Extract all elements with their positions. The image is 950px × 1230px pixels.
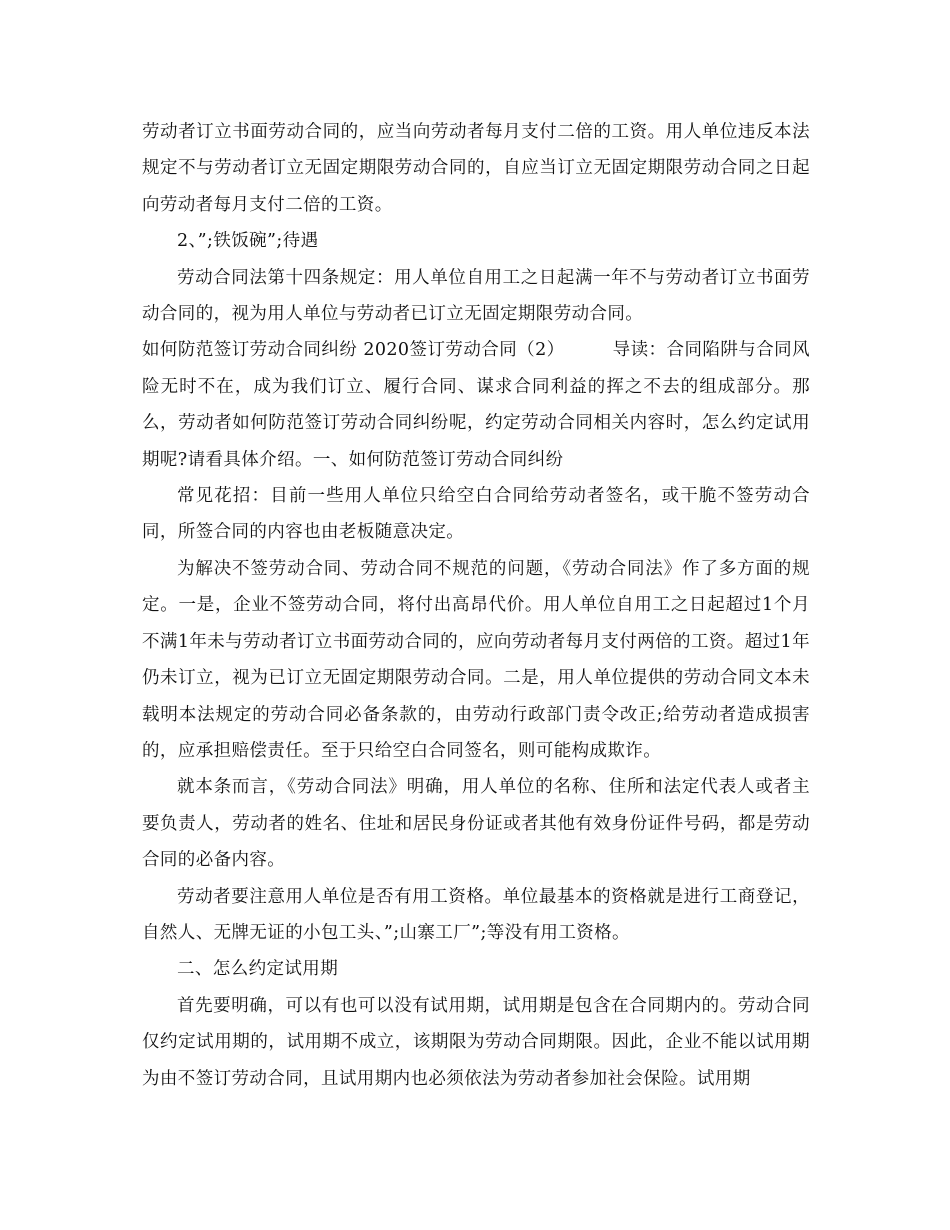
section-heading-probation: 二、怎么约定试用期 [177,959,339,980]
paragraph-6: 为解决不签劳动合同、劳动合同不规范的问题，《劳动合同法》作了多方面的规定。一是，企业不签劳动合同，将付出高昂代价。用人单位自用工之日起超过1个月不满1年未与劳动者订立书面劳动合同的，应向劳动者每月支付两倍的工资。超过1年仍未订立，视为已订立无固定期限劳动合同。二是，用人单位提供的劳动合同文本未载明本法规定的劳动合同必备条款的，由劳动行政部门责令改正;给劳动者造成损害的，应承担赔偿责任。至于只给空白合同签名，则可能构成欺诈。 [142,558,810,761]
paragraph-8: 劳动者要注意用人单位是否有用工资格。单位最基本的资格就是进行工商登记，自然人、无牌无证的小包工头、”;山寨工厂”;等没有用工资格。 [142,886,810,943]
paragraph-10: 首先要明确，可以有也可以没有试用期，试用期是包含在合同期内的。劳动合同仅约定试用期的，试用期不成立，该期限为劳动合同期限。因此，企业不能以试用期为由不签订劳动合同，且试用期内也必须依法为劳动者参加社会保险。试用期 [142,995,810,1089]
inline-article-title: 如何防范签订劳动合同纠纷 2020签订劳动合同（2） [142,340,565,361]
paragraph-1: 劳动者订立书面劳动合同的，应当向劳动者每月支付二倍的工资。用人单位违反本法规定不与劳动者订立无固定期限劳动合同的，自应当订立无固定期限劳动合同之日起向劳动者每月支付二倍的工资。 [142,122,810,215]
document-page [142,114,810,1097]
paragraph-2: 2、”;铁饭碗”;待遇 [177,231,319,252]
paragraph-4 [142,332,810,478]
paragraph-3: 劳动合同法第十四条规定：用人单位自用工之日起满一年不与劳动者订立书面劳动合同的，视为用人单位与劳动者已订立无固定期限劳动合同。 [142,267,810,325]
paragraph-7: 就本条而言，《劳动合同法》明确，用人单位的名称、住所和法定代表人或者主要负责人，劳动者的姓名、住址和居民身份证或者其他有效身份证件号码，都是劳动合同的必备内容。 [142,777,810,871]
paragraph-4-body: 导读：合同陷阱与合同风险无时不在，成为我们订立、履行合同、谋求合同利益的挥之不去的组成部分。那么，劳动者如何防范签订劳动合同纠纷呢，约定劳动合同相关内容时，怎么约定试用期呢?请看具体介绍。一、如何防范签订劳动合同纠纷 [142,340,810,470]
paragraph-5: 常见花招：目前一些用人单位只给空白合同给劳动者签名，或干脆不签劳动合同，所签合同的内容也由老板随意决定。 [142,486,810,543]
